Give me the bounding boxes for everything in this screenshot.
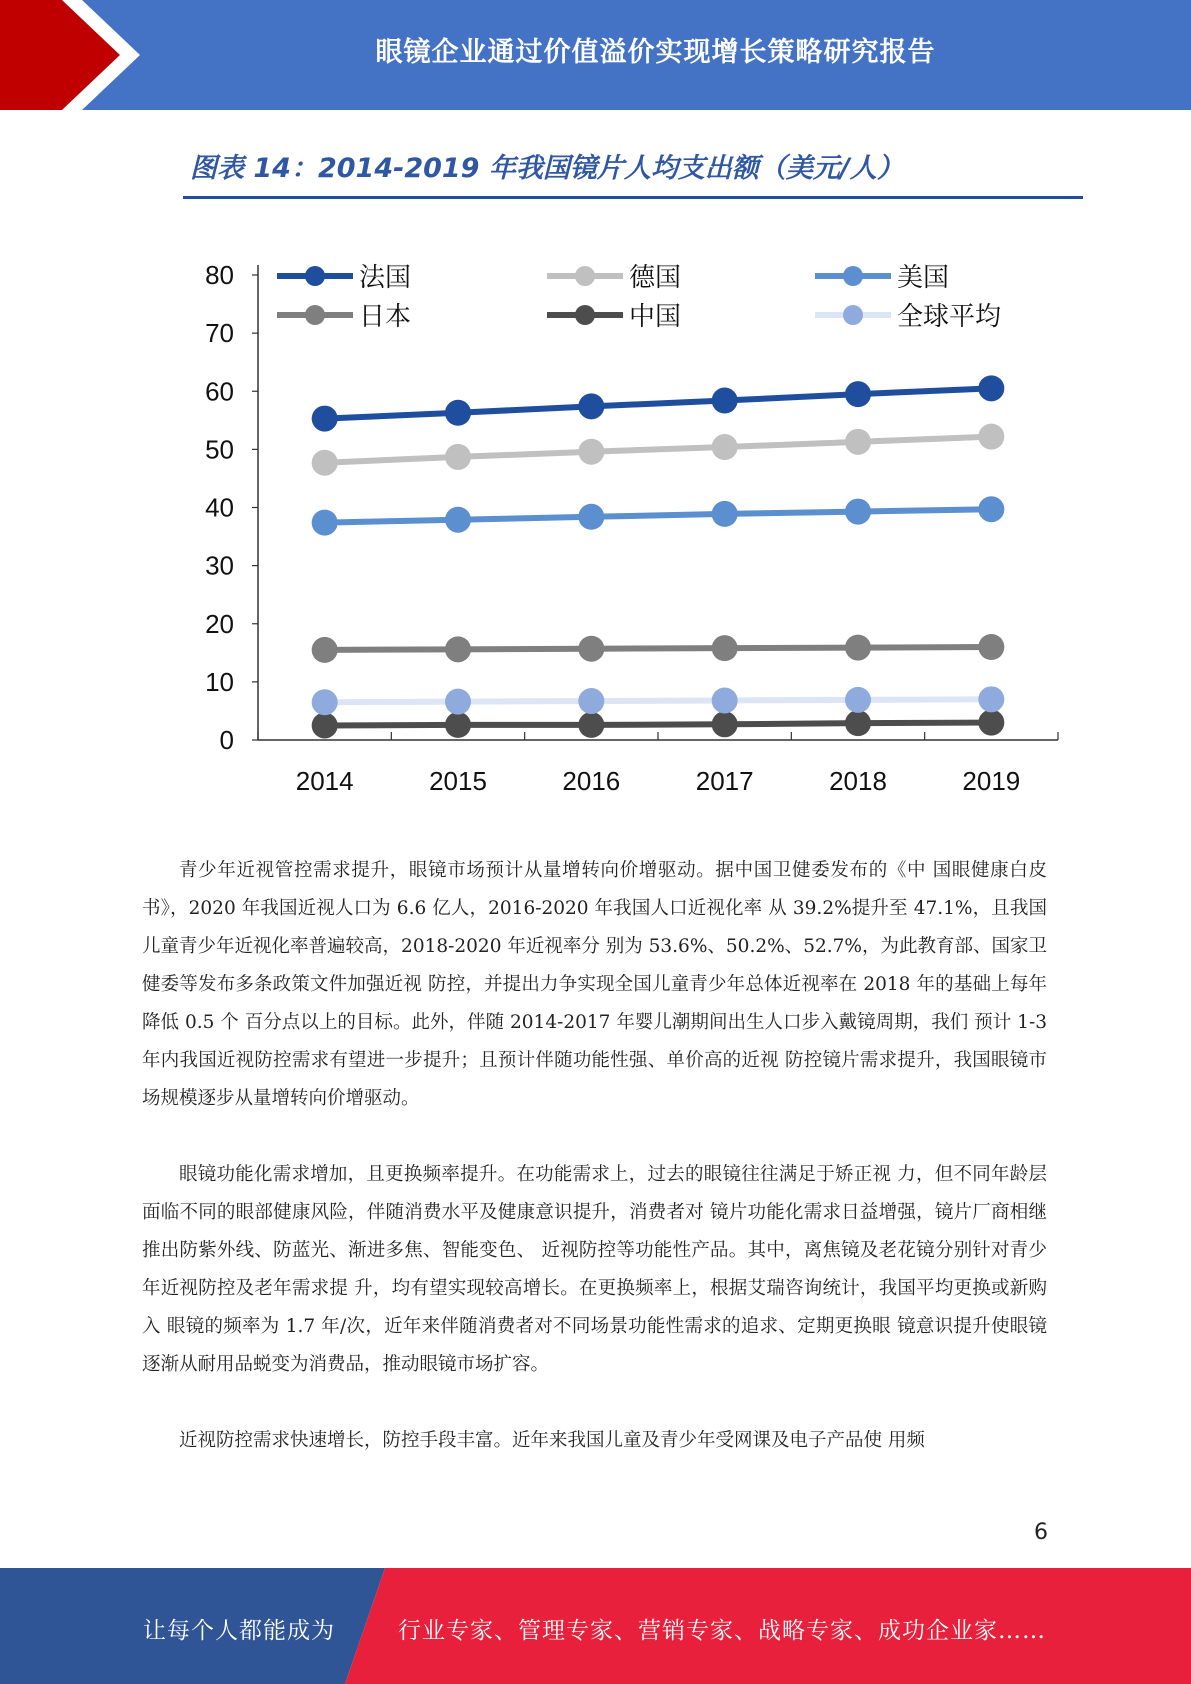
data-point — [312, 712, 338, 738]
x-tick-label: 2019 — [962, 766, 1021, 796]
legend-swatch-marker — [843, 266, 863, 286]
x-tick-label: 2017 — [695, 766, 754, 796]
legend-label: 德国 — [629, 263, 682, 293]
data-point — [578, 712, 604, 738]
data-point — [712, 687, 738, 713]
caption-divider — [183, 196, 1083, 199]
series-line — [325, 509, 992, 522]
legend-label: 日本 — [359, 302, 412, 332]
data-point — [845, 687, 871, 713]
y-tick-label: 10 — [205, 666, 234, 697]
data-point — [712, 434, 738, 460]
data-point — [845, 635, 871, 661]
footer-slogan-right: 行业专家、管理专家、营销专家、战略专家、成功企业家…… — [398, 1618, 1046, 1644]
data-point — [712, 501, 738, 527]
y-tick-label: 20 — [205, 608, 234, 639]
paragraph-1: 青少年近视管控需求提升，眼镜市场预计从量增转向价增驱动。据中国卫健委发布的《中 国眼健康白皮书》，2020 年我国近视人口为 6.6 亿人，2016-2020 年我国人口近视化率 从 39.2%提升至 47.1%，且我国儿童青少年近视化率普遍较高，2018-2020 年近视率分 别为 53.6%、50.2%、52.7%，为此教育部、国家卫健委等发布多条政策文件加强近视 防控，并提出力争实现全国儿童青少年总体近视率在 2018 年的基础上每年降低 0.5 个 百分点以上的目标。此外，伴随 2014-2017 年婴儿潮期间出生人口步入戴镜周期，我们 预计 1-3 年内我国近视防控需求有望进一步提升；且预计伴随功能性强、单价高的近视 防控镜片需求提升，我国眼镜市场规模逐步从量增转向价增驱动。 — [142, 860, 1047, 1109]
paragraph-3: 近视防控需求快速增长，防控手段丰富。近年来我国儿童及青少年受网课及电子产品使 用频 — [179, 1430, 925, 1451]
data-point — [445, 444, 471, 470]
data-point — [445, 712, 471, 738]
legend-label: 美国 — [897, 263, 950, 293]
data-point — [845, 381, 871, 407]
data-point — [578, 504, 604, 530]
data-point — [978, 424, 1004, 450]
legend-swatch-marker — [843, 305, 863, 325]
legend-swatch-marker — [575, 305, 595, 325]
data-point — [445, 636, 471, 662]
line-chart — [183, 240, 1063, 810]
data-point — [712, 635, 738, 661]
series-line — [325, 699, 992, 702]
data-point — [712, 388, 738, 414]
header-banner — [0, 0, 1191, 110]
chart-caption: 图表 14：2014-2019 年我国镜片人均支出额（美元/人） — [190, 153, 904, 184]
x-tick-label: 2016 — [562, 766, 621, 796]
body-text — [142, 852, 1047, 1498]
report-title: 眼镜企业通过价值溢价实现增长策略研究报告 — [375, 37, 936, 68]
data-point — [445, 507, 471, 533]
data-point — [845, 429, 871, 455]
footer-slogan-left: 让每个人都能成为 — [143, 1618, 335, 1644]
data-point — [845, 710, 871, 736]
data-point — [978, 375, 1004, 401]
series-line — [325, 647, 992, 650]
data-point — [578, 439, 604, 465]
y-tick-label: 40 — [205, 492, 234, 523]
y-tick-label: 30 — [205, 550, 234, 581]
legend-swatch-marker — [575, 266, 595, 286]
data-point — [312, 637, 338, 663]
legend-label: 中国 — [629, 302, 682, 332]
data-point — [445, 400, 471, 426]
data-point — [312, 689, 338, 715]
series-line — [325, 437, 992, 463]
paragraph-2: 眼镜功能化需求增加，且更换频率提升。在功能需求上，过去的眼镜往往满足于矫正视 力，但不同年龄层面临不同的眼部健康风险，伴随消费水平及健康意识提升，消费者对 镜片功能化需求日益增强，镜片厂商相继推出防紫外线、防蓝光、渐进多焦、智能变色、 近视防控等功能性产品。其中，离焦镜及老花镜分别针对青少年近视防控及老年需求提 升，均有望实现较高增长。在更换频率上，根据艾瑞咨询统计，我国平均更换或新购入 眼镜的频率为 1.7 年/次，近年来伴随消费者对不同场景功能性需求的追求、定期更换眼 镜意识提升使眼镜逐渐从耐用品蜕变为消费品，推动眼镜市场扩容。 — [142, 1164, 1047, 1375]
data-point — [978, 496, 1004, 522]
data-point — [712, 711, 738, 737]
x-tick-label: 2014 — [295, 766, 354, 796]
data-point — [578, 688, 604, 714]
x-tick-label: 2015 — [429, 766, 487, 796]
data-point — [978, 710, 1004, 736]
page-number: 6 — [1034, 1520, 1048, 1545]
data-point — [978, 634, 1004, 660]
data-point — [578, 393, 604, 419]
data-point — [845, 499, 871, 525]
y-tick-label: 70 — [205, 318, 234, 349]
legend-swatch-marker — [305, 305, 325, 325]
footer-banner — [0, 1568, 1191, 1684]
data-point — [312, 406, 338, 432]
legend-label: 法国 — [359, 263, 412, 293]
data-point — [978, 686, 1004, 712]
series-line — [325, 388, 992, 418]
x-tick-label: 2018 — [829, 766, 887, 796]
legend-swatch-marker — [305, 266, 325, 286]
y-tick-label: 50 — [205, 434, 234, 465]
y-tick-label: 60 — [205, 376, 234, 407]
data-point — [312, 510, 338, 536]
y-tick-label: 0 — [219, 725, 234, 755]
y-tick-label: 80 — [205, 260, 234, 290]
data-point — [578, 636, 604, 662]
legend-label: 全球平均 — [897, 302, 1002, 332]
data-point — [445, 689, 471, 715]
series-line — [325, 723, 992, 726]
data-point — [312, 450, 338, 476]
